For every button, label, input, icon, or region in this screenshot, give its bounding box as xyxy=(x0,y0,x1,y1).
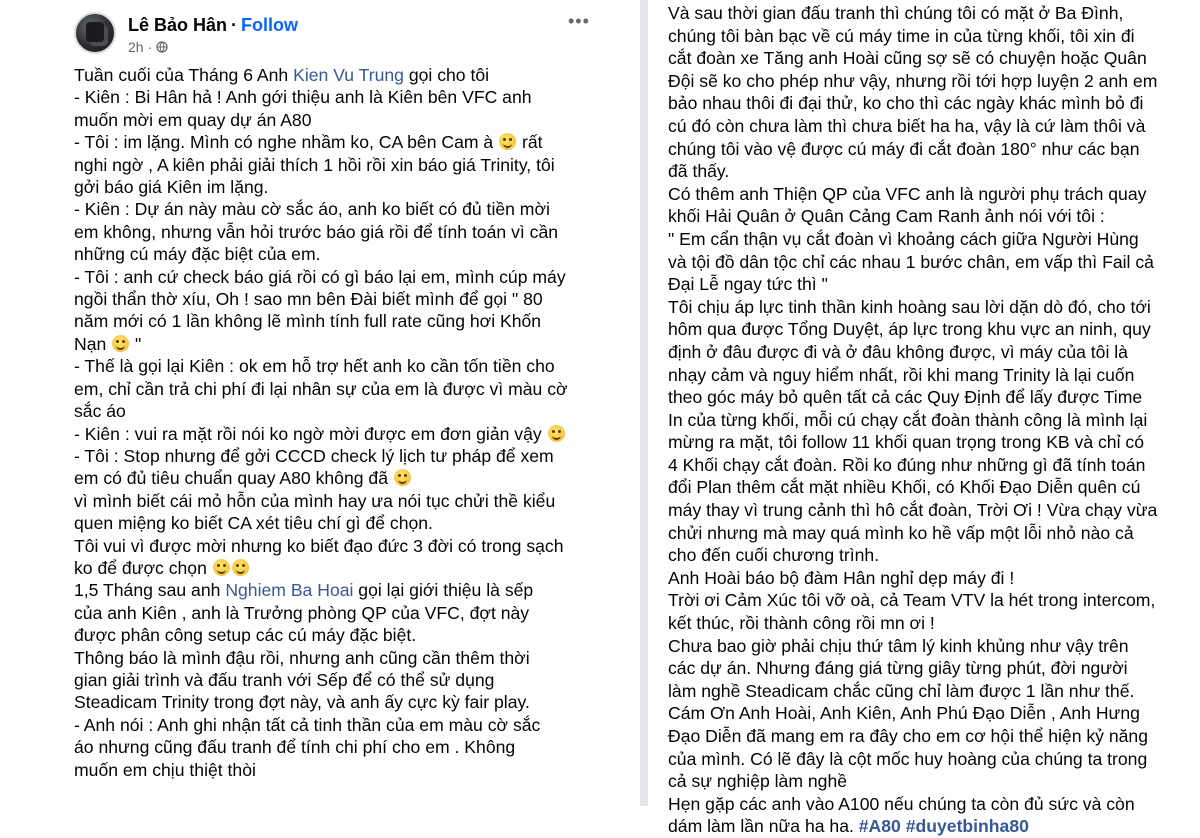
post-text-span: Trời ơi Cảm Xúc tôi vỡ oà, cả Team VTV la hét trong intercom, xyxy=(668,590,1156,611)
post-text-span: của anh Kiên , anh là Trưởng phòng QP của VFC, đợt này xyxy=(74,602,530,623)
post-line xyxy=(74,109,622,131)
post-right-panel xyxy=(648,0,1200,837)
post-text-span: Hẹn gặp các anh vào A100 nếu chúng ta còn đủ sức và còn xyxy=(668,793,1135,814)
author-line xyxy=(128,15,298,36)
grinning-face-with-sweat-emoji-icon xyxy=(213,559,230,576)
post-text-span: Tuần cuối của Tháng 6 Anh xyxy=(74,65,294,85)
post-text-span: muốn em chịu thiệt thòi xyxy=(74,759,256,780)
post-line xyxy=(74,221,622,243)
post-text-span: - Kiên : Bi Hân hả ! Anh gới thiệu anh là Kiên bên VFC anh xyxy=(74,87,532,108)
post-text-span: chửi nhưng mà may quá mình ko hề vấp một lỗi nhỏ nào cả xyxy=(668,522,1134,543)
post-line xyxy=(668,589,1198,612)
post-text-span: em, chỉ cần trả chi phí đi lại nhân sự của em là được vì màu cờ xyxy=(74,378,568,399)
post-text-span: - Anh nói : Anh ghi nhận tất cả tinh thần của em màu cờ sắc xyxy=(74,714,541,735)
post-line xyxy=(668,70,1198,93)
post-line xyxy=(668,815,1198,838)
post-line xyxy=(668,770,1198,793)
post-text-span: chúng tôi bàn bạc về cú máy time in của từng khối, tôi xin đi xyxy=(668,25,1135,46)
post-line xyxy=(668,25,1198,48)
post-text-span: - Kiên : vui ra mặt rồi nói ko ngờ mời được em đơn giản vậy xyxy=(74,423,547,444)
post-text-span: 4 Khối chạy cắt đoàn. Rồi ko đúng như những gì đã tính toán xyxy=(668,454,1146,475)
post-text-span: làm nghề Steadicam chắc cũng chỉ làm được 1 lần như thế. xyxy=(668,680,1135,701)
post-line xyxy=(74,490,622,512)
post-line xyxy=(74,154,622,176)
post-text-span: Đại Lễ ngay tức thì " xyxy=(668,274,828,295)
post-line xyxy=(668,318,1198,341)
hashtag-link[interactable]: #duyetbinha80 xyxy=(905,816,1029,837)
post-text-span: chúng tôi vào vệ được cú máy đi cắt đoàn 180° như các bạn xyxy=(668,138,1140,159)
post-line xyxy=(74,176,622,198)
post-header xyxy=(74,10,594,58)
post-line xyxy=(668,92,1198,115)
post-line xyxy=(668,544,1198,567)
time-separator: · xyxy=(147,39,153,55)
follow-button[interactable]: Follow xyxy=(241,15,299,35)
post-text-span: - Thế là gọi lại Kiên : ok em hỗ trợ hết anh ko cần tốn tiền cho xyxy=(74,356,555,377)
post-text-span: Đạo Diễn đã mang em ra đây cho em cơ hội thể hiện kỷ năng xyxy=(668,726,1148,746)
post-line xyxy=(74,445,622,467)
post-line xyxy=(668,748,1198,771)
post-text-span: Tôi chịu áp lực tinh thần kinh hoàng sau lời dặn dò đó, cho tới xyxy=(668,296,1151,317)
post-line xyxy=(74,602,622,624)
post-line xyxy=(668,635,1198,658)
post-line xyxy=(668,476,1198,499)
post-text-span: sắc áo xyxy=(74,401,126,422)
post-line xyxy=(668,680,1198,703)
post-line xyxy=(74,736,622,758)
post-line xyxy=(668,160,1198,183)
post-text-span: nghi ngờ , A kiên phải giải thích 1 hồi rồi xin báo giá Trinity, tôi xyxy=(74,154,555,175)
post-line xyxy=(668,296,1198,319)
post-text-span: - Kiên : Dự án này màu cờ sắc áo, anh ko biết có đủ tiền mời xyxy=(74,199,550,220)
post-text-span: gởi báo giá Kiên im lặng. xyxy=(74,177,269,198)
mention-link[interactable]: Kien Vu Trung xyxy=(293,65,404,85)
post-text-span: muốn mời em quay dự án A80 xyxy=(74,109,312,130)
panel-divider xyxy=(640,0,648,806)
post-line xyxy=(74,86,622,108)
post-line xyxy=(74,64,622,86)
post-line xyxy=(74,759,622,781)
grinning-face-with-sweat-emoji-icon xyxy=(232,559,249,576)
post-line xyxy=(74,266,622,288)
post-text-span: cho đến cuối chương trình. xyxy=(668,545,880,566)
post-line xyxy=(74,467,622,489)
grinning-squinting-face-emoji-icon xyxy=(112,335,129,352)
post-line xyxy=(668,499,1198,522)
more-horizontal-icon[interactable]: ••• xyxy=(568,11,590,31)
post-text-span: ngồi thẩn thờ xíu, Oh ! sao mn bên Đài biết mình để gọi " 80 xyxy=(74,289,543,310)
post-meta xyxy=(128,39,168,55)
post-line xyxy=(668,205,1198,228)
post-text-span: Nạn xyxy=(74,333,112,354)
post-body-right xyxy=(668,2,1198,838)
post-body-left xyxy=(74,64,622,781)
author-name[interactable]: Lê Bảo Hân xyxy=(128,15,228,35)
post-line xyxy=(668,341,1198,364)
post-line xyxy=(668,228,1198,251)
post-text-span: nhạy cảm và nguy hiểm nhất, rồi khi mang Trinity là lại cuốn xyxy=(668,364,1135,385)
post-line xyxy=(74,714,622,736)
post-text-span: Thông báo là mình đậu rồi, nhưng anh cũng cần thêm thời xyxy=(74,647,530,668)
post-text-span: gian giải trình và đấu tranh với Sếp để có thể sử dụng xyxy=(74,669,495,690)
post-line xyxy=(74,647,622,669)
separator-dot: · xyxy=(231,15,238,35)
hashtag-link[interactable]: #A80 xyxy=(858,816,901,837)
post-line xyxy=(74,288,622,310)
post-text-span: được phân công setup các cú máy đặc biệt. xyxy=(74,625,417,646)
post-text-span: kết thúc, rồi thành công rồi mn ơi ! xyxy=(668,613,935,634)
post-text-span: và tội đồ dân tộc chỉ các nhau 1 bước chân, em vấp thì Fail cả xyxy=(668,251,1154,272)
post-line xyxy=(74,310,622,332)
post-text-span: - Tôi : im lặng. Mình có nghe nhầm ko, CA bên Cam à xyxy=(74,132,499,153)
post-text-span: - Tôi : anh cứ check báo giá rồi có gì báo lại em, mình cúp máy xyxy=(74,266,566,287)
post-text-span: gọi lại giới thiệu là sếp xyxy=(353,580,534,601)
post-text-span: 1,5 Tháng sau anh xyxy=(74,580,226,601)
post-text-span: " xyxy=(130,333,142,354)
globe-icon xyxy=(156,41,168,53)
post-text-span: áo nhưng cũng đấu tranh để tính chi phí cho em . Không xyxy=(74,737,516,758)
post-line xyxy=(668,138,1198,161)
post-line xyxy=(668,47,1198,70)
grinning-face-emoji-icon xyxy=(394,469,411,486)
post-text-span: em có đủ tiêu chuẩn quay A80 không đã xyxy=(74,468,393,489)
post-text-span: mừng ra mặt, tôi follow 11 khối quan trọng trong KB và chỉ có xyxy=(668,432,1144,453)
post-line xyxy=(74,333,622,355)
post-text-span: Tôi vui vì được mời nhưng ko biết đạo đức 3 đời có trong sạch xyxy=(74,535,564,556)
post-text-span: năm mới có 1 lần không lẽ mình tính full rate cũng hơi Khốn xyxy=(74,311,542,332)
post-line xyxy=(668,793,1198,816)
post-line xyxy=(74,198,622,220)
post-line xyxy=(74,355,622,377)
post-text-span: bảo nhau thôi đi đại thử, ko cho thì các ngày khác mình bỏ đi xyxy=(668,93,1144,114)
post-line xyxy=(668,522,1198,545)
post-line xyxy=(668,657,1198,680)
post-line xyxy=(668,364,1198,387)
post-text-span: cú đó còn chưa làm thì chưa biết ha ha, vậy là cứ làm thôi và xyxy=(668,115,1146,136)
post-text-span: " Em cẩn thận vụ cắt đoàn vì khoảng cách giữa Người Hùng xyxy=(668,228,1139,249)
post-text-span: Có thêm anh Thiện QP của VFC anh là người phụ trách quay xyxy=(668,183,1147,204)
post-line xyxy=(668,273,1198,296)
post-line xyxy=(668,702,1198,725)
post-line xyxy=(74,691,622,713)
post-line xyxy=(74,669,622,691)
post-line xyxy=(668,567,1198,590)
post-text-span: các dự án. Nhưng đáng giá từng giây từng phút, đời người xyxy=(668,658,1128,679)
post-text-span: của mình. Có lẽ đây là cột mốc huy hoàng của chúng ta trong xyxy=(668,748,1148,769)
post-text-span: đã thấy. xyxy=(668,161,730,182)
post-line xyxy=(668,2,1198,25)
post-line xyxy=(74,378,622,400)
post-line xyxy=(668,431,1198,454)
grinning-face-emoji-icon xyxy=(548,425,565,442)
post-text-span: máy thay vì trung cảnh thì hô cắt đoàn, Trời Ơi ! Vừa chạy vừa xyxy=(668,500,1158,521)
post-text-span: định ở đâu được đi và ở đâu không được, vì máy của tôi là xyxy=(668,341,1128,362)
post-text-span: Cám Ơn Anh Hoài, Anh Kiên, Anh Phú Đạo Diễn , Anh Hưng xyxy=(668,703,1140,724)
post-line xyxy=(74,512,622,534)
face-with-hand-over-mouth-emoji-icon xyxy=(499,133,516,150)
post-line xyxy=(668,409,1198,432)
post-line xyxy=(74,557,622,579)
post-text-span: theo góc máy bỏ quên tất cả các Quy Định để lấy được Time xyxy=(668,387,1143,408)
post-text-span: dám làm lần nữa ha ha. xyxy=(668,816,859,837)
post-text-span: những cú máy đặc biệt của em. xyxy=(74,244,321,265)
post-line xyxy=(74,243,622,265)
post-text-span: Anh Hoài báo bộ đàm Hân nghỉ dẹp máy đi ! xyxy=(668,567,1015,588)
post-text-span: quen miệng ko biết CA xét tiêu chí gì để chọn. xyxy=(74,513,433,534)
post-text-span: cả sự nghiệp làm nghề xyxy=(668,771,848,792)
post-line xyxy=(668,386,1198,409)
post-line xyxy=(74,131,622,153)
post-text-span: hôm qua được Tổng Duyệt, áp lực trong khu vực an ninh, quy xyxy=(668,319,1151,340)
post-text-span: Đội sẽ ko cho phép như vậy, nhưng rồi tới hợp luyện 2 anh em xyxy=(668,70,1158,91)
post-text-span: - Tôi : Stop nhưng để gởi CCCD check lý lịch tư pháp để xem xyxy=(74,445,554,466)
post-line xyxy=(668,725,1198,748)
post-line xyxy=(74,579,622,601)
post-text-span: cắt đoàn xe Tăng anh Hoài cũng sợ sẽ có chuyện hoặc Quân xyxy=(668,48,1147,69)
post-text-span: em không, nhưng vẫn hỏi trước báo giá rồi để tính toán vì cần xyxy=(74,221,559,242)
mention-link[interactable]: Nghiem Ba Hoai xyxy=(225,580,354,601)
post-line xyxy=(668,115,1198,138)
post-text-span: gọi cho tôi xyxy=(403,65,490,85)
post-line xyxy=(74,400,622,422)
post-line xyxy=(74,535,622,557)
post-time[interactable]: 2h xyxy=(128,39,144,55)
post-line xyxy=(74,423,622,445)
post-text-span: Chưa bao giờ phải chịu thứ tâm lý kinh khủng như vậy trên xyxy=(668,635,1129,656)
post-line xyxy=(74,624,622,646)
post-line xyxy=(668,251,1198,274)
post-line xyxy=(668,612,1198,635)
post-line xyxy=(668,183,1198,206)
post-text-span: vì mình biết cái mỏ hỗn của mình hay ưa nói tục chửi thề kiểu xyxy=(74,490,556,511)
post-text-span: khối Hải Quân ở Quân Cảng Cam Ranh ảnh nói với tôi : xyxy=(668,206,1105,227)
post-text-span: In của từng khối, mỗi cú chạy cắt đoàn thành công là mình lại xyxy=(668,409,1148,430)
post-text-span: Steadicam Trinity trong đợt này, và anh ấy cực kỳ fair play. xyxy=(74,692,530,713)
avatar[interactable] xyxy=(74,12,116,54)
post-text-span: Và sau thời gian đấu tranh thì chúng tôi có mặt ở Ba Đình, xyxy=(668,3,1124,23)
post-text-span: đổi Plan thêm cắt mặt nhiều Khối, có Khối Đạo Diễn quên cú xyxy=(668,477,1141,498)
post-text-span: ko để được chọn xyxy=(74,557,212,578)
post-text-span: rất xyxy=(517,132,543,153)
post-line xyxy=(668,454,1198,477)
